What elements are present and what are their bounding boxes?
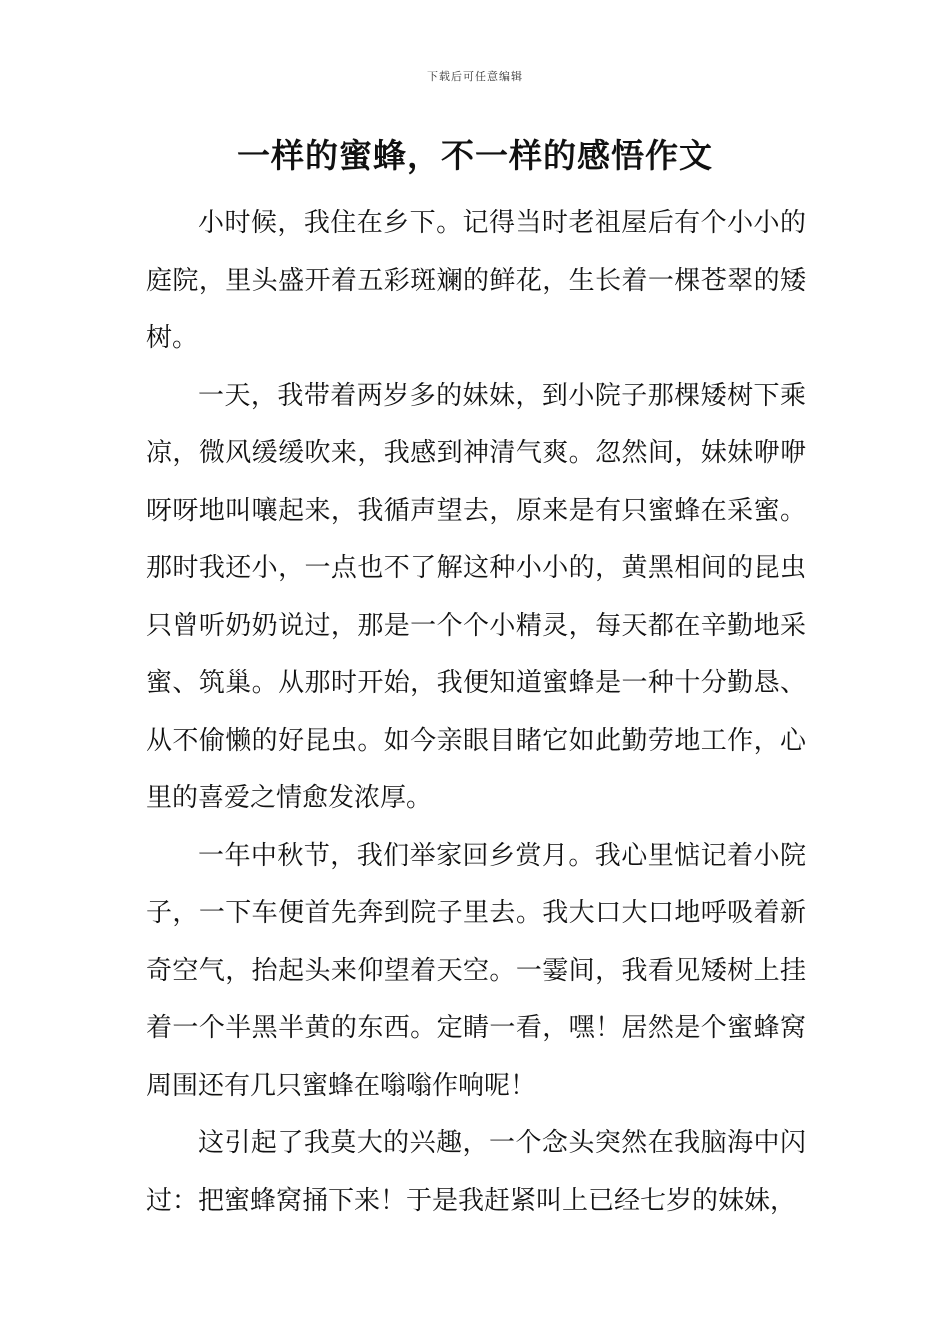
document-title: 一样的蜜蜂，不一样的感悟作文 bbox=[237, 136, 713, 175]
paragraph: 小时候，我住在乡下。记得当时老祖屋后有个小小的庭院，里头盛开着五彩斑斓的鲜花，生长着一棵苍翠的矮树。 bbox=[146, 208, 806, 353]
document-body bbox=[146, 195, 806, 1230]
header-note: 下载后可任意编辑 bbox=[427, 70, 523, 83]
paragraph: 一天，我带着两岁多的妹妹，到小院子那棵矮树下乘凉，微风缓缓吹来，我感到神清气爽。忽然间，妹妹咿咿呀呀地叫嚷起来，我循声望去，原来是有只蜜蜂在采蜜。那时我还小，一点也不了解这种小小的，黄黑相间的昆虫只曾听奶奶说过，那是一个个小精灵，每天都在辛勤地采蜜、筑巢。从那时开始，我便知道蜜蜂是一种十分勤恳、从不偷懒的好昆虫。如今亲眼目睹它如此勤劳地工作，心里的喜爱之情愈发浓厚。 bbox=[146, 380, 806, 813]
paragraph: 这引起了我莫大的兴趣，一个念头突然在我脑海中闪过：把蜜蜂窝捅下来！于是我赶紧叫上已经七岁的妹妹， bbox=[146, 1128, 806, 1216]
paragraph: 一年中秋节，我们举家回乡赏月。我心里惦记着小院子，一下车便首先奔到院子里去。我大口大口地呼吸着新奇空气，抬起头来仰望着天空。一霎间，我看见矮树上挂着一个半黑半黄的东西。定睛一看，嘿！居然是个蜜蜂窝周围还有几只蜜蜂在嗡嗡作响呢！ bbox=[146, 840, 806, 1101]
